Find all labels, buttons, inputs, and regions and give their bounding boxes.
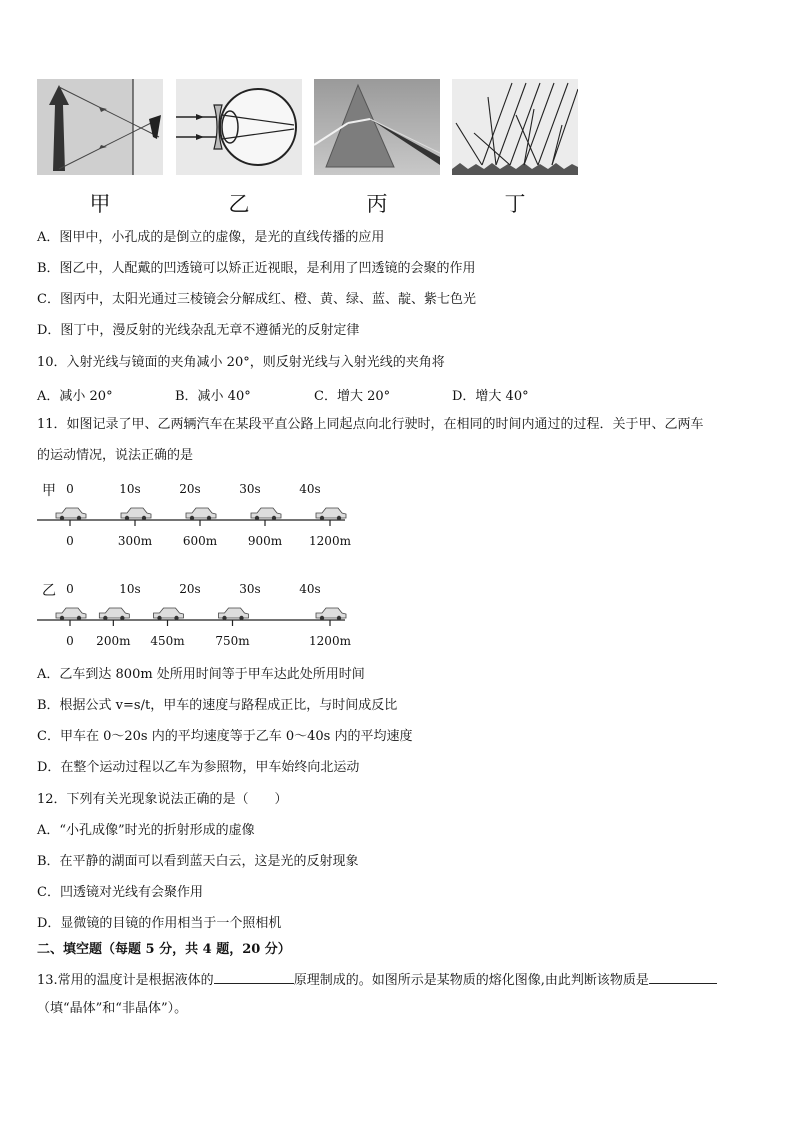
distance-label: 1200m bbox=[309, 534, 351, 548]
car-icon bbox=[186, 508, 216, 520]
q12-option-c: C．凹透镜对光线有会聚作用 bbox=[37, 885, 203, 900]
q9-option-b: B．图乙中，人配戴的凹透镜可以矫正近视眼，是利用了凹透镜的会聚的作用 bbox=[37, 261, 476, 276]
distance-label: 300m bbox=[117, 534, 153, 548]
motion-diagram-yi bbox=[37, 578, 357, 658]
q10-option-b: B．减小 40° bbox=[175, 389, 251, 404]
q12-option-a: A．“小孔成像”时光的折射形成的虚像 bbox=[37, 823, 255, 838]
figure-ding-diffuse-reflection bbox=[452, 79, 578, 175]
q11-stem-line2: 的运动情况，说法正确的是 bbox=[37, 448, 194, 463]
figure-label-bing: 丙 bbox=[366, 192, 388, 216]
time-label: 0 bbox=[66, 582, 74, 596]
time-label: 40s bbox=[299, 482, 321, 496]
time-label: 20s bbox=[179, 482, 201, 496]
q12-option-b: B．在平静的湖面可以看到蓝天白云，这是光的反射现象 bbox=[37, 854, 359, 869]
distance-label: 450m bbox=[150, 634, 185, 648]
car-icon bbox=[56, 508, 86, 520]
q11-stem-line1: 11．如图记录了甲、乙两辆汽车在某段平直公路上同起点向北行驶时，在相同的时间内通过的过程．关于甲、乙两车 bbox=[37, 417, 704, 432]
distance-label: 1200m bbox=[309, 634, 351, 648]
figure-label-yi: 乙 bbox=[228, 192, 250, 216]
figure-label-jia: 甲 bbox=[89, 192, 111, 216]
row-name-jia: 甲 bbox=[42, 483, 56, 499]
q9-option-c: C．图丙中，太阳光通过三棱镜会分解成红、橙、黄、绿、蓝、靛、紫七色光 bbox=[37, 292, 476, 307]
q11-option-b: B．根据公式 v=s/t，甲车的速度与路程成正比，与时间成反比 bbox=[37, 698, 398, 713]
q13-line1 bbox=[37, 969, 717, 990]
motion-diagram-jia bbox=[37, 478, 357, 558]
time-label: 20s bbox=[179, 582, 201, 596]
car-icon bbox=[251, 508, 281, 520]
figure-bing-prism bbox=[314, 79, 440, 175]
q10-stem: 10．入射光线与镜面的夹角减小 20°，则反射光线与入射光线的夹角将 bbox=[37, 355, 445, 370]
q9-option-a: A．图甲中，小孔成的是倒立的虚像，是光的直线传播的应用 bbox=[37, 230, 385, 245]
q10-option-c: C．增大 20° bbox=[314, 389, 391, 404]
car-icon bbox=[121, 508, 151, 520]
time-label: 40s bbox=[299, 582, 321, 596]
time-label: 10s bbox=[119, 582, 141, 596]
section-title-fill-in: 二、填空题（每题 5 分，共 4 题，20 分） bbox=[37, 942, 291, 957]
car-icon bbox=[316, 508, 346, 520]
q11-option-c: C．甲车在 0～20s 内的平均速度等于乙车 0～40s 内的平均速度 bbox=[37, 729, 413, 744]
distance-label: 900m bbox=[247, 534, 283, 548]
q10-option-d: D．增大 40° bbox=[452, 389, 529, 404]
q13-blank-2[interactable] bbox=[649, 969, 717, 984]
q13-part2: 原理制成的。如图所示是某物质的熔化图像,由此判断该物质是 bbox=[293, 973, 649, 988]
q13-line2: （填“晶体”和“非晶体”）。 bbox=[37, 1001, 188, 1016]
distance-label: 0 bbox=[66, 634, 74, 648]
distance-label: 750m bbox=[215, 634, 250, 648]
car-icon bbox=[99, 608, 129, 620]
car-icon bbox=[316, 608, 346, 620]
row-name-yi: 乙 bbox=[42, 583, 56, 599]
figure-label-ding: 丁 bbox=[504, 192, 526, 216]
q12-stem: 12．下列有关光现象说法正确的是（ ） bbox=[37, 792, 288, 807]
q13-part1: 13.常用的温度计是根据液体的 bbox=[37, 973, 214, 988]
time-label: 0 bbox=[66, 482, 74, 496]
q9-option-d: D．图丁中，漫反射的光线杂乱无章不遵循光的反射定律 bbox=[37, 323, 360, 338]
distance-label: 600m bbox=[182, 534, 218, 548]
figure-yi-concave-lens-eye bbox=[176, 79, 302, 175]
time-label: 30s bbox=[239, 582, 261, 596]
figure-jia-pinhole-image bbox=[37, 79, 163, 175]
car-icon bbox=[154, 608, 184, 620]
q11-option-a: A．乙车到达 800m 处所用时间等于甲车达此处所用时间 bbox=[37, 667, 365, 682]
distance-label: 200m bbox=[96, 634, 131, 648]
q13-blank-1[interactable] bbox=[214, 969, 294, 984]
car-icon bbox=[219, 608, 249, 620]
q12-option-d: D．显微镜的目镜的作用相当于一个照相机 bbox=[37, 916, 282, 931]
time-label: 30s bbox=[239, 482, 261, 496]
q11-option-d: D．在整个运动过程以乙车为参照物，甲车始终向北运动 bbox=[37, 760, 360, 775]
q10-option-a: A．减小 20° bbox=[37, 389, 113, 404]
car-icon bbox=[56, 608, 86, 620]
distance-label: 0 bbox=[66, 534, 74, 548]
time-label: 10s bbox=[119, 482, 141, 496]
